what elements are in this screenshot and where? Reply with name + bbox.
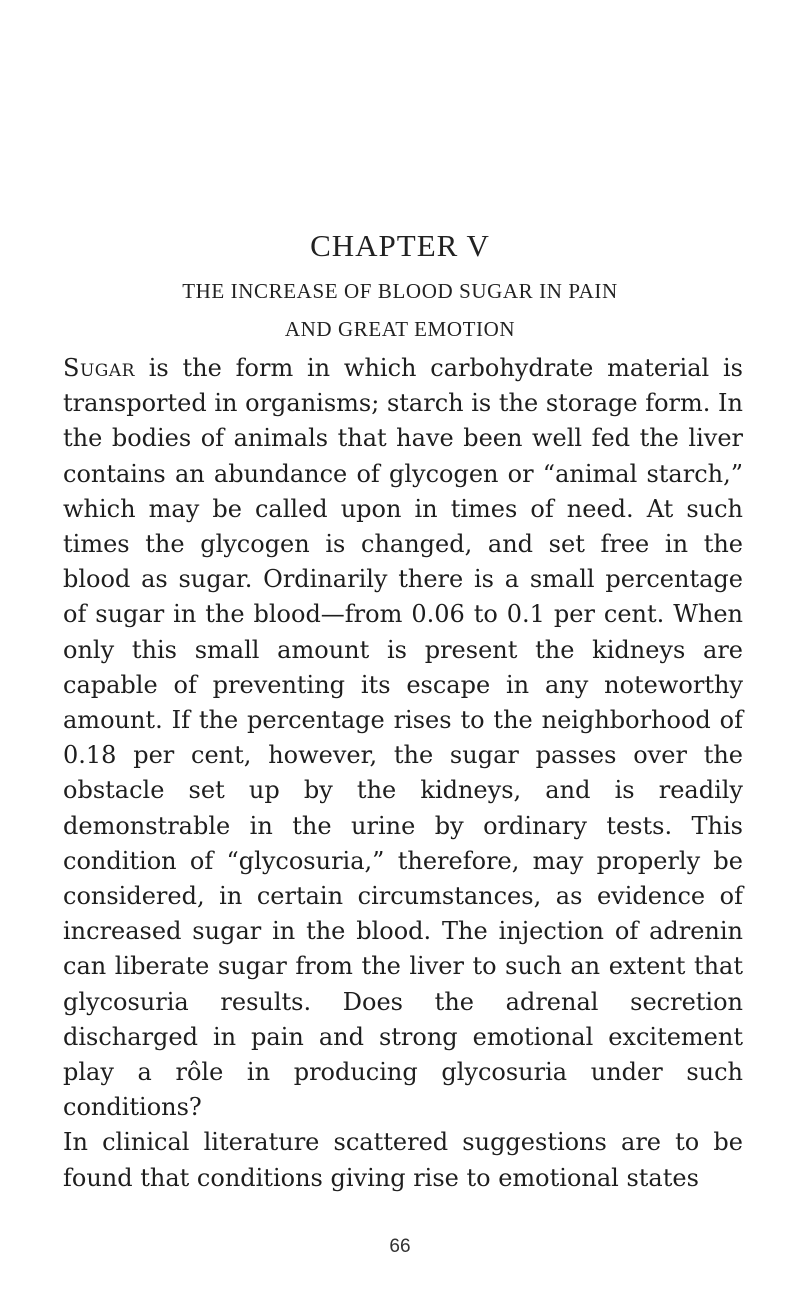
paragraph-lead-word: Sugar [63, 354, 135, 382]
paragraph-2: In clinical literature scattered suggestions are to be found that conditions giving rise to emotional states [63, 1128, 743, 1192]
body-text [63, 351, 743, 1196]
chapter-title [0, 272, 800, 348]
chapter-title-line-2: AND GREAT EMOTION [284, 317, 516, 341]
chapter-title-line-1: THE INCREASE OF BLOOD SUGAR IN PAIN [182, 279, 618, 303]
chapter-number: CHAPTER V [310, 228, 490, 263]
page-number: 66 [389, 1236, 411, 1257]
paragraph-1-text: is the form in which carbohydrate material is transported in organisms; starch is the storage form. In the bodies of animals that have been well fed the liver contains an abundance of glycogen or “animal starch,” which may be called upon in times of need. At such times the glycogen is changed, and set free in the blood as sugar. Ordinarily there is a small percentage of sugar in the blood—from 0.06 to 0.1 per cent. When only this small amount is present the kidneys are capable of preventing its escape in any noteworthy amount. If the percentage rises to the neighborhood of 0.18 per cent, however, the sugar passes over the obstacle set up by the kidneys, and is readily demonstrable in the urine by ordinary tests. This condition of “glycosuria,” therefore, may properly be considered, in certain circumstances, as evidence of increased sugar in the blood. The injection of adrenin can liberate sugar from the liver to such an extent that glycosuria results. Does the adrenal secretion discharged in pain and strong emotional excitement play a rôle in producing glycosuria under such conditions? [63, 354, 743, 1122]
paragraph-1 [63, 351, 743, 1125]
